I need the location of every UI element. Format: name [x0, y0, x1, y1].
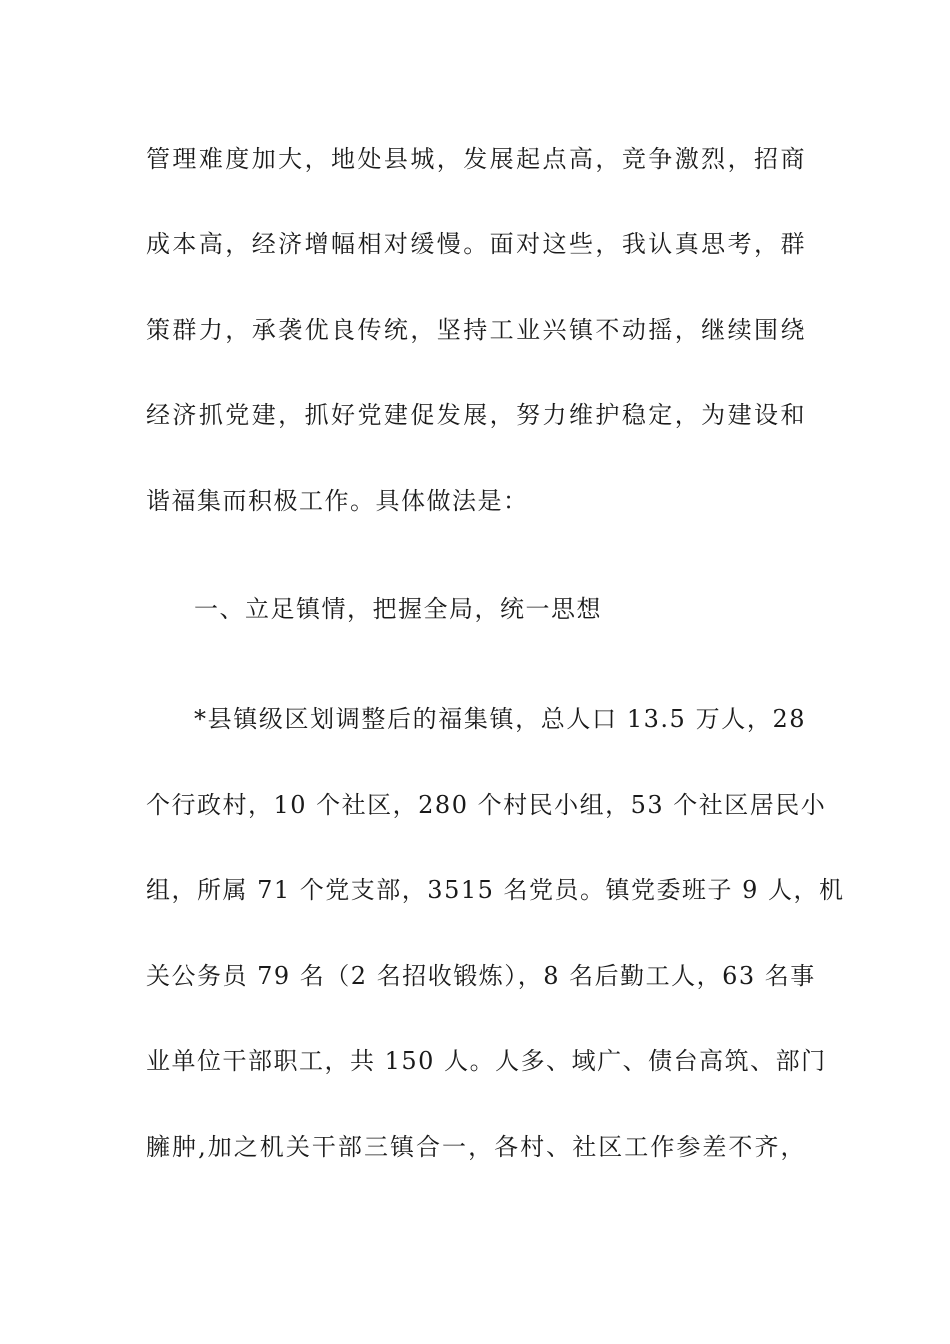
- paragraph-line-2: 成本高，经济增幅相对缓慢。面对这些，我认真思考，群: [146, 230, 806, 258]
- paragraph-line-3: 策群力，承袭优良传统，坚持工业兴镇不动摇，继续围绕: [146, 316, 806, 344]
- paragraph-line-5: 谐福集而积极工作。具体做法是：: [146, 487, 529, 515]
- paragraph-line-10: 业单位干部职工，共 150 人。人多、域广、债台高筑、部门: [146, 1047, 827, 1075]
- paragraph-line-9: 关公务员 79 名（2 名招收锻炼），8 名后勤工人，63 名事: [146, 962, 816, 990]
- paragraph-line-6: *县镇级区划调整后的福集镇，总人口 13.5 万人，28: [194, 705, 806, 733]
- paragraph-line-4: 经济抓党建，抓好党建促发展，努力维护稳定，为建设和: [146, 401, 806, 429]
- paragraph-line-7: 个行政村，10 个社区，280 个村民小组，53 个社区居民小: [146, 791, 827, 819]
- paragraph-line-11: 臃肿,加之机关干部三镇合一，各村、社区工作参差不齐，: [146, 1133, 806, 1161]
- paragraph-line-1: 管理难度加大，地处县城，发展起点高，竞争激烈，招商: [146, 145, 806, 173]
- paragraph-line-8: 组，所属 71 个党支部，3515 名党员。镇党委班子 9 人，机: [146, 876, 845, 904]
- section-heading: 一、立足镇情，把握全局，统一思想: [194, 595, 602, 623]
